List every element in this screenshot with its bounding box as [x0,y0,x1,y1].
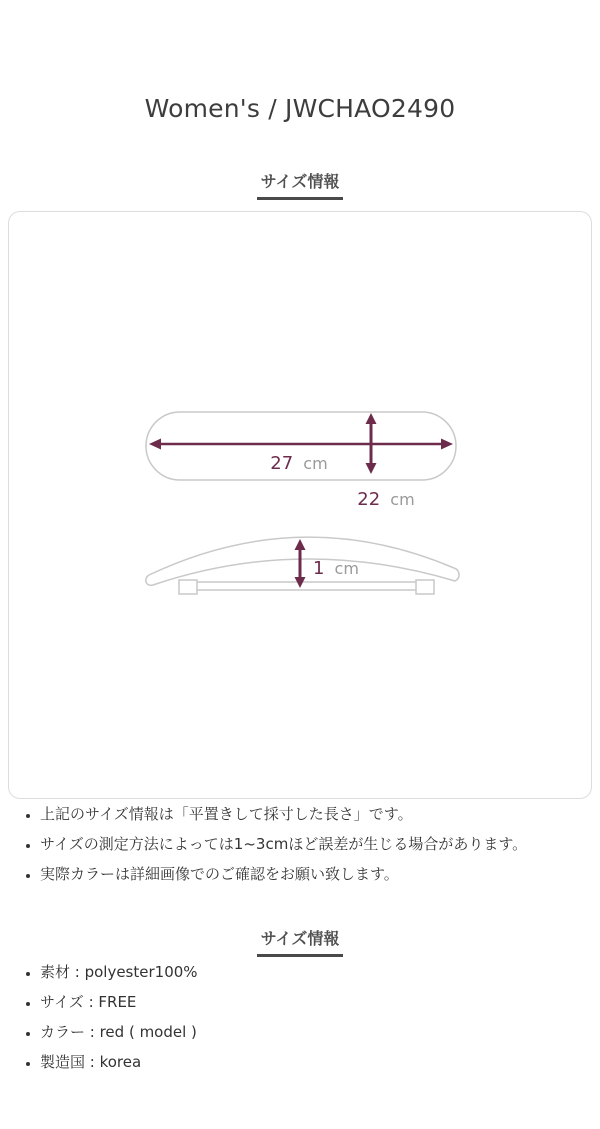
size-note-item: • 上記のサイズ情報は「平置きして採寸した長さ」です。 [40,799,600,829]
width-value: 27 [270,453,294,474]
height-value: 22 [357,489,381,510]
thickness-value: 1 [313,558,325,579]
spec-section-heading [0,929,600,957]
spec-item-material: • 素材 : polyester100% [40,957,600,987]
clip-bar-left-tab [179,580,197,594]
size-note-item: • サイズの測定方法によっては1~3cmほど誤差が生じる場合があります。 [40,829,600,859]
top-view-diagram [146,412,456,510]
spec-item-color: • カラー : red ( model ) [40,1017,600,1047]
thickness-unit: cm [334,559,359,578]
size-section-heading-label: サイズ情報 [257,172,344,200]
page-title: Women's / JWCHAO2490 [144,94,456,123]
size-diagram [9,212,591,798]
size-section-heading [0,172,600,200]
spec-item-country: • 製造国 : korea [40,1047,600,1077]
size-notes-list [0,799,600,889]
size-diagram-panel [8,211,592,799]
side-view-diagram [146,537,459,594]
height-measurement-label [357,489,414,510]
clip-bar-right-tab [416,580,434,594]
size-note-item: • 実際カラーは詳細画像でのご確認をお願い致します。 [40,859,600,889]
spec-section-heading-label: サイズ情報 [257,929,344,957]
width-unit: cm [303,454,328,473]
spec-list [0,957,600,1077]
spec-item-size: • サイズ : FREE [40,987,600,1017]
thickness-measurement-label [313,558,359,579]
top-view-outline [146,412,456,480]
height-unit: cm [390,490,415,509]
